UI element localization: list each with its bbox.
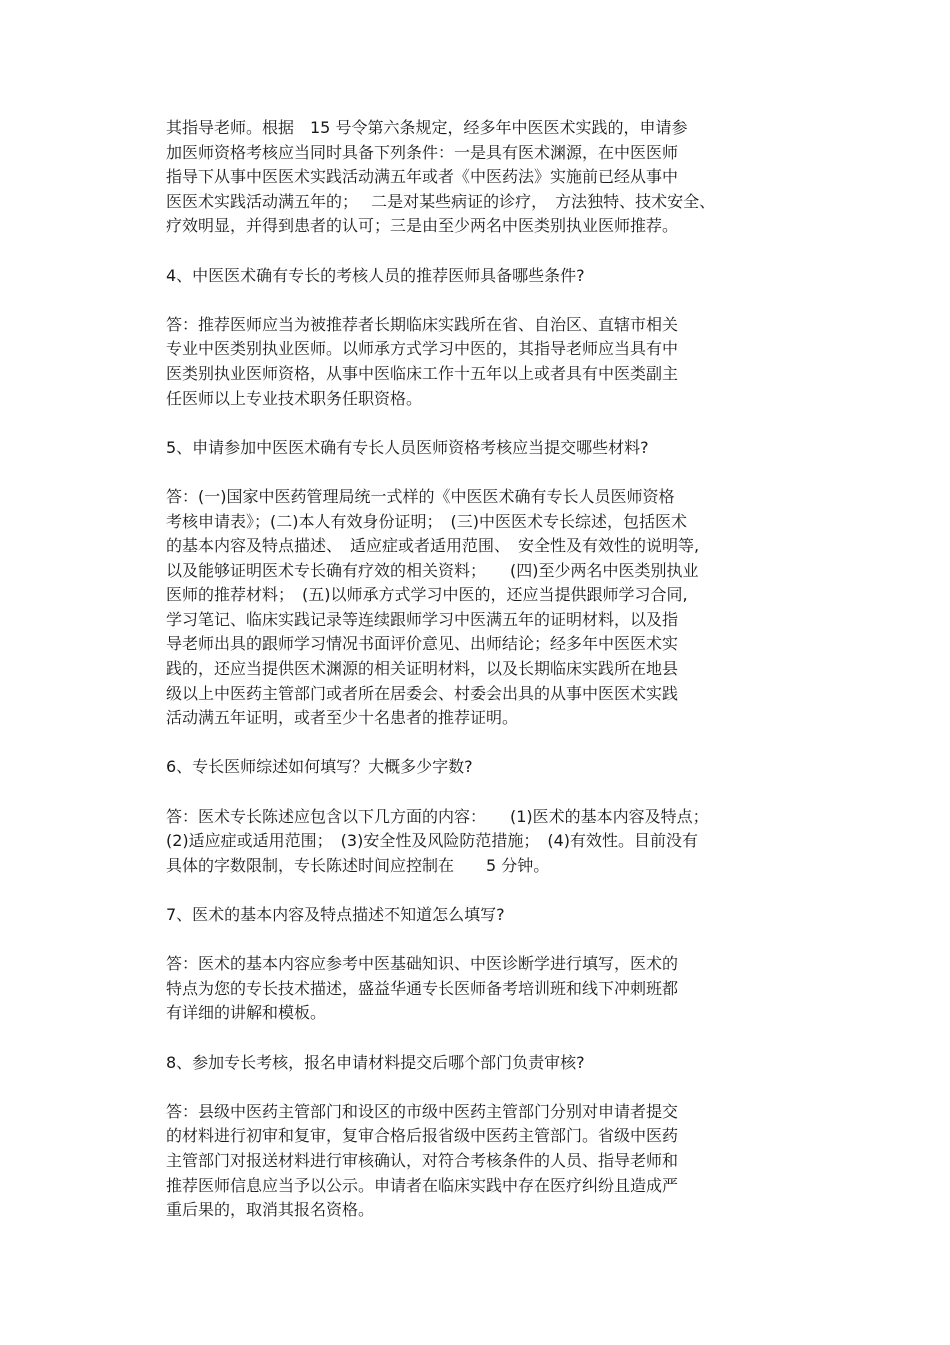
text-line: 加医师资格考核应当同时具备下列条件：一是具有医术渊源，在中医医师: [166, 142, 679, 162]
text-line: 答：推荐医师应当为被推荐者长期临床实践所在省、自治区、直辖市相关: [166, 314, 679, 334]
question-heading: [166, 264, 786, 289]
paragraph-spacer: [166, 411, 786, 436]
text-line: 考核申请表》；(二)本人有效身份证明； (三)中医医术专长综述，包括医术: [166, 511, 687, 531]
text-line: 的材料进行初审和复审，复审合格后报省级中医药主管部门。省级中医药: [166, 1126, 679, 1146]
text-line: 答：医术的基本内容应参考中医基础知识、中医诊断学进行填写，医术的: [166, 954, 679, 974]
text-line: (2)适应症或适用范围； (3)安全性及风险防范措施； (4)有效性。目前没有: [166, 831, 698, 851]
question-heading: [166, 1051, 786, 1076]
text-line: 活动满五年证明，或者至少十名患者的推荐证明。: [166, 708, 519, 728]
text-line: 特点为您的专长技术描述，盛益华通专长医师备考培训班和线下冲刺班都: [166, 978, 679, 998]
text-line: 导老师出具的跟师学习情况书面评价意见、出师结论；经多年中医医术实: [166, 634, 679, 654]
text-line: 医师的推荐材料； (五)以师承方式学习中医的，还应当提供跟师学习合同,: [166, 585, 688, 605]
question-heading: [166, 903, 786, 928]
text-line: 专业中医类别执业医师。以师承方式学习中医的，其指导老师应当具有中: [166, 339, 679, 359]
text-line: 具体的字数限制，专长陈述时间应控制在 5 分钟。: [166, 855, 550, 875]
paragraph-spacer: [166, 1075, 786, 1100]
text-line: 以及能够证明医术专长确有疗效的相关资料； (四)至少两名中医类别执业: [166, 560, 699, 580]
text-line: 疗效明显，并得到患者的认可；三是由至少两名中医类别执业医师推荐。: [166, 216, 679, 236]
text-line: 答：医术专长陈述应包含以下几方面的内容： (1)医术的基本内容及特点；: [166, 806, 709, 826]
paragraph-spacer: [166, 1026, 786, 1051]
document-body: [166, 116, 786, 1223]
question-heading: [166, 755, 786, 780]
text-line: 6、专长医师综述如何填写？大概多少字数?: [166, 757, 473, 777]
text-line: 5、申请参加中医医术确有专长人员医师资格考核应当提交哪些材料?: [166, 437, 649, 457]
answer-paragraph: [166, 805, 786, 879]
answer-paragraph: [166, 116, 786, 239]
text-line: 其指导老师。根据 15 号令第六条规定，经多年中医医术实践的，申请参: [166, 118, 688, 137]
text-line: 医类别执业医师资格，从事中医临床工作十五年以上或者具有中医类副主: [166, 363, 679, 383]
answer-paragraph: [166, 952, 786, 1026]
text-line: 主管部门对报送材料进行审核确认，对符合考核条件的人员、指导老师和: [166, 1150, 679, 1170]
text-line: 任医师以上专业技术职务任职资格。: [166, 388, 423, 408]
text-line: 推荐医师信息应当予以公示。申请者在临床实践中存在医疗纠纷且造成严: [166, 1175, 679, 1195]
text-line: 践的，还应当提供医术渊源的相关证明材料，以及长期临床实践所在地县: [166, 659, 679, 679]
text-line: 重后果的，取消其报名资格。: [166, 1200, 375, 1220]
text-line: 8、参加专长考核，报名申请材料提交后哪个部门负责审核?: [166, 1052, 585, 1072]
text-line: 答：县级中医药主管部门和设区的市级中医药主管部门分别对申请者提交: [166, 1101, 679, 1121]
question-heading: [166, 436, 786, 461]
answer-paragraph: [166, 313, 786, 411]
text-line: 学习笔记、临床实践记录等连续跟师学习中医满五年的证明材料，以及指: [166, 609, 679, 629]
paragraph-spacer: [166, 731, 786, 756]
paragraph-spacer: [166, 288, 786, 313]
text-line: 4、中医医术确有专长的考核人员的推荐医师具备哪些条件?: [166, 265, 585, 285]
text-line: 级以上中医药主管部门或者所在居委会、村委会出具的从事中医医术实践: [166, 683, 679, 703]
paragraph-spacer: [166, 928, 786, 953]
answer-paragraph: [166, 485, 786, 731]
answer-paragraph: [166, 1100, 786, 1223]
text-line: 有详细的讲解和模板。: [166, 1003, 327, 1023]
text-line: 指导下从事中医医术实践活动满五年或者《中医药法》实施前已经从事中: [166, 167, 679, 187]
paragraph-spacer: [166, 460, 786, 485]
text-line: 答：(一)国家中医药管理局统一式样的《中医医术确有专长人员医师资格: [166, 486, 675, 506]
paragraph-spacer: [166, 239, 786, 264]
text-line: 的基本内容及特点描述、 适应症或者适用范围、 安全性及有效性的说明等,: [166, 536, 700, 556]
text-line: 7、医术的基本内容及特点描述不知道怎么填写?: [166, 905, 505, 924]
paragraph-spacer: [166, 780, 786, 805]
paragraph-spacer: [166, 878, 786, 903]
text-line: 医医术实践活动满五年的； 二是对某些病证的诊疗， 方法独特、技术安全、: [166, 191, 716, 211]
